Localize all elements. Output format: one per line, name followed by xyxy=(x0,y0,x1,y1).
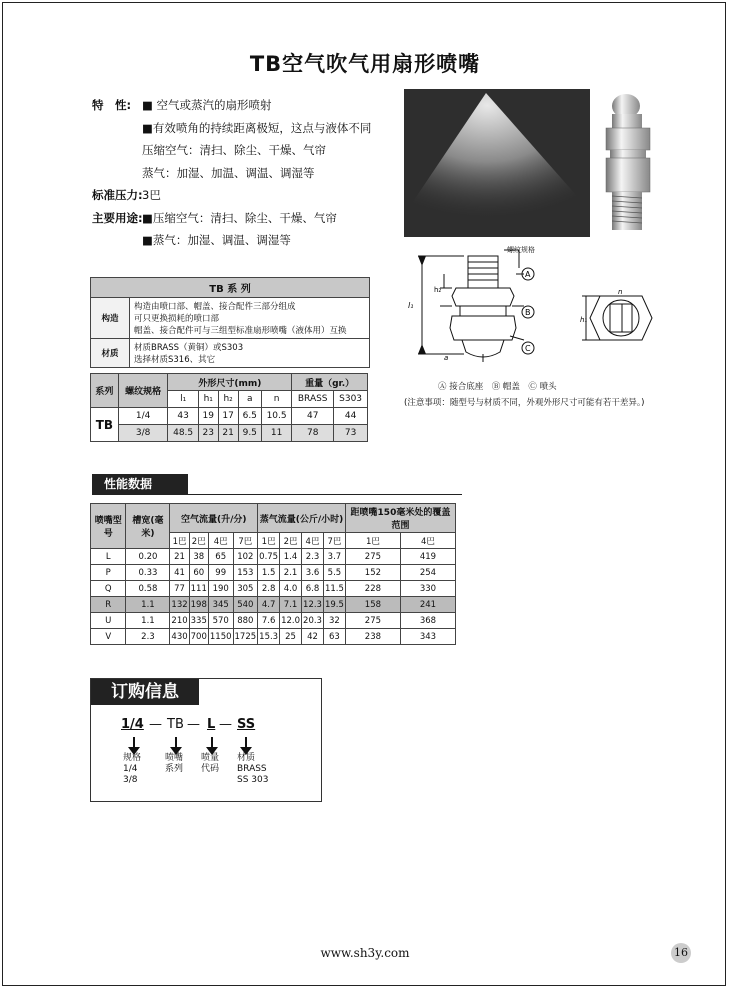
table-cell: V xyxy=(91,629,126,645)
dim-series-cell: TB xyxy=(91,408,119,442)
series-table-header: TB 系 列 xyxy=(91,278,370,298)
perf-sub: 1巴 xyxy=(170,533,189,549)
order-arrow xyxy=(133,737,135,749)
table-cell: 19 xyxy=(198,408,218,425)
order-arrow xyxy=(245,737,247,749)
table-cell: 880 xyxy=(233,613,258,629)
table-cell: 1725 xyxy=(233,629,258,645)
table-cell: 17 xyxy=(218,408,238,425)
perf-sub: 1巴 xyxy=(258,533,280,549)
table-cell: 158 xyxy=(345,597,400,613)
diagram-legend: Ⓐ 接合底座 Ⓑ 帽盖 Ⓒ 喷头 xyxy=(438,382,557,392)
perf-sub: 1巴 xyxy=(345,533,400,549)
table-cell: 198 xyxy=(189,597,208,613)
table-cell: 153 xyxy=(233,565,258,581)
order-info-box xyxy=(90,678,322,802)
table-cell: 152 xyxy=(345,565,400,581)
table-cell: 700 xyxy=(189,629,208,645)
table-cell: 190 xyxy=(208,581,233,597)
table-cell: 12.0 xyxy=(280,613,302,629)
table-cell: 0.58 xyxy=(126,581,170,597)
table-cell: 1.1 xyxy=(126,613,170,629)
dim-n: n xyxy=(618,288,623,296)
perf-sub: 4巴 xyxy=(302,533,324,549)
table-cell: 15.3 xyxy=(258,629,280,645)
table-cell: 368 xyxy=(400,613,455,629)
order-label-flow: 喷量 代码 xyxy=(201,753,220,774)
dimension-table xyxy=(90,373,368,442)
table-cell: 0.20 xyxy=(126,549,170,565)
table-cell: 419 xyxy=(400,549,455,565)
table-cell: 1150 xyxy=(208,629,233,645)
table-cell: 6.5 xyxy=(238,408,261,425)
table-cell: 73 xyxy=(334,425,368,442)
nozzle-side-diagram xyxy=(404,244,594,374)
table-cell: 19.5 xyxy=(323,597,345,613)
table-cell: P xyxy=(91,565,126,581)
table-cell: 32 xyxy=(323,613,345,629)
table-cell: 11 xyxy=(261,425,291,442)
table-cell: 2.3 xyxy=(126,629,170,645)
pressure-label: 标准压力: xyxy=(92,188,143,202)
dim-h-thread: 螺纹规格 xyxy=(118,374,168,408)
material-label: 材质 xyxy=(91,339,130,368)
table-cell: 47 xyxy=(292,408,334,425)
table-cell: 42 xyxy=(302,629,324,645)
performance-divider xyxy=(92,494,462,495)
table-row xyxy=(91,581,456,597)
perf-h-cover: 距喷嘴150毫米处的覆盖范围 xyxy=(345,504,455,533)
nozzle-end-diagram xyxy=(580,288,658,350)
order-dash: — xyxy=(219,717,232,732)
table-cell: 132 xyxy=(170,597,189,613)
table-cell: 77 xyxy=(170,581,189,597)
order-label-material: 材质 BRASS SS 303 xyxy=(237,753,269,785)
order-code-flow: L xyxy=(207,717,216,732)
table-cell: 275 xyxy=(345,549,400,565)
table-cell: 2.8 xyxy=(258,581,280,597)
order-code-material: SS xyxy=(237,717,256,732)
table-cell: 5.5 xyxy=(323,565,345,581)
table-cell: 343 xyxy=(400,629,455,645)
dim-sub: h₁ xyxy=(198,391,218,408)
order-label-size: 规格 1/4 3/8 xyxy=(123,753,142,785)
dim-sub: h₂ xyxy=(218,391,238,408)
pressure-value: 3巴 xyxy=(142,188,161,202)
table-cell: 23 xyxy=(198,425,218,442)
table-cell: 2.1 xyxy=(280,565,302,581)
table-cell: 38 xyxy=(189,549,208,565)
table-row xyxy=(91,613,456,629)
table-cell: 241 xyxy=(400,597,455,613)
order-heading: 订购信息 xyxy=(91,679,199,705)
table-cell: 3.7 xyxy=(323,549,345,565)
table-cell: 1.1 xyxy=(126,597,170,613)
table-cell: 430 xyxy=(170,629,189,645)
table-cell: 238 xyxy=(345,629,400,645)
table-cell: 11.5 xyxy=(323,581,345,597)
perf-sub: 2巴 xyxy=(189,533,208,549)
construct-text: 构造由喷口部、帽盖、接合配件三部分组成 可只更换损耗的喷口部 帽盖、接合配件可与三组型标准扇形喷嘴（液体用）互换 xyxy=(130,298,370,339)
perf-sub: 4巴 xyxy=(400,533,455,549)
feature-1: ■ 空气或蒸汽的扇形喷射 xyxy=(142,98,272,112)
perf-h-slot: 槽宽(毫米) xyxy=(126,504,170,549)
dim-h-dims: 外形尺寸(mm) xyxy=(168,374,292,391)
table-cell: 305 xyxy=(233,581,258,597)
table-cell: 41 xyxy=(170,565,189,581)
dim-h1: h₁ xyxy=(580,316,588,324)
perf-h-air: 空气流量(升/分) xyxy=(170,504,258,533)
table-cell: 65 xyxy=(208,549,233,565)
table-cell: 275 xyxy=(345,613,400,629)
table-cell: U xyxy=(91,613,126,629)
table-cell: 1.5 xyxy=(258,565,280,581)
table-cell: 210 xyxy=(170,613,189,629)
construct-label: 构造 xyxy=(91,298,130,339)
page-title: TB空气吹气用扇形喷嘴 xyxy=(249,52,481,76)
table-cell: R xyxy=(91,597,126,613)
perf-sub: 2巴 xyxy=(280,533,302,549)
table-cell: 43 xyxy=(168,408,198,425)
table-cell: 44 xyxy=(334,408,368,425)
usage-2: ■蒸气：加湿、调温、调湿等 xyxy=(142,233,291,247)
performance-heading: 性能数据 xyxy=(92,474,188,494)
table-row xyxy=(91,565,456,581)
order-dash: — xyxy=(149,717,162,732)
table-cell: 25 xyxy=(280,629,302,645)
performance-table xyxy=(90,503,456,645)
footer-url: www.sh3y.com xyxy=(320,946,410,960)
table-cell: 1/4 xyxy=(118,408,168,425)
usage-1: ■压缩空气：清扫、除尘、干燥、气帘 xyxy=(142,210,337,225)
table-cell: 7.1 xyxy=(280,597,302,613)
table-cell: 12.3 xyxy=(302,597,324,613)
dim-h-weight: 重量（gr.） xyxy=(292,374,368,391)
table-cell: 345 xyxy=(208,597,233,613)
table-cell: 330 xyxy=(400,581,455,597)
table-cell: 3/8 xyxy=(118,425,168,442)
perf-h-code: 喷嘴型号 xyxy=(91,504,126,549)
feature-4: 蒸气：加湿、加温、调温、调湿等 xyxy=(142,165,315,180)
table-cell: 10.5 xyxy=(261,408,291,425)
feature-label: 特 性: xyxy=(92,98,132,112)
table-cell: 6.8 xyxy=(302,581,324,597)
table-cell: 254 xyxy=(400,565,455,581)
table-cell: 1.4 xyxy=(280,549,302,565)
series-table xyxy=(90,277,370,368)
dim-sub: BRASS xyxy=(292,391,334,408)
dim-h-series: 系列 xyxy=(91,374,119,408)
page-number: 16 xyxy=(671,943,691,963)
table-cell: 4.0 xyxy=(280,581,302,597)
table-row xyxy=(91,597,456,613)
order-label-series: 喷嘴 系列 xyxy=(165,753,184,774)
table-cell: 228 xyxy=(345,581,400,597)
order-code-size: 1/4 xyxy=(121,717,144,732)
table-cell: L xyxy=(91,549,126,565)
table-cell: 48.5 xyxy=(168,425,198,442)
table-row xyxy=(91,549,456,565)
diagram-label-c: C xyxy=(525,344,531,353)
dim-sub: a xyxy=(238,391,261,408)
table-cell: 335 xyxy=(189,613,208,629)
table-cell: 99 xyxy=(208,565,233,581)
feature-3: 压缩空气：清扫、除尘、干燥、气帘 xyxy=(142,143,326,157)
perf-h-steam: 蒸气流量(公斤/小时) xyxy=(258,504,346,533)
table-cell: 78 xyxy=(292,425,334,442)
order-arrow xyxy=(211,737,213,749)
table-cell: 0.33 xyxy=(126,565,170,581)
table-cell: 63 xyxy=(323,629,345,645)
perf-sub: 7巴 xyxy=(233,533,258,549)
diagram-label-b: B xyxy=(525,308,531,317)
feature-2: ■有效喷角的持续距离极短，这点与液体不同 xyxy=(142,120,372,135)
diagram-label-a: A xyxy=(525,270,531,279)
order-dash: — xyxy=(187,717,200,732)
perf-sub: 7巴 xyxy=(323,533,345,549)
table-cell: 111 xyxy=(189,581,208,597)
table-cell: 4.7 xyxy=(258,597,280,613)
dim-sub: l₁ xyxy=(168,391,198,408)
table-cell: 60 xyxy=(189,565,208,581)
order-code-series: TB xyxy=(167,717,184,732)
dim-a: a xyxy=(444,354,449,362)
table-row xyxy=(91,629,456,645)
table-cell: 20.3 xyxy=(302,613,324,629)
table-cell: 570 xyxy=(208,613,233,629)
table-cell: 102 xyxy=(233,549,258,565)
table-cell: 540 xyxy=(233,597,258,613)
perf-sub: 4巴 xyxy=(208,533,233,549)
table-cell: 7.6 xyxy=(258,613,280,629)
features-block xyxy=(92,94,371,252)
order-arrow xyxy=(175,737,177,749)
usage-label: 主要用途: xyxy=(92,210,143,225)
dim-l1: l₁ xyxy=(408,301,414,310)
thread-label: 螺纹规格 xyxy=(507,246,535,254)
dim-sub: n xyxy=(261,391,291,408)
nozzle-photo xyxy=(594,92,666,234)
spray-photo xyxy=(404,89,590,237)
table-cell: 21 xyxy=(218,425,238,442)
table-cell: Q xyxy=(91,581,126,597)
diagram-note: (注意事项：随型号与材质不同，外观外形尺寸可能有若干差异。) xyxy=(404,398,645,408)
table-cell: 9.5 xyxy=(238,425,261,442)
dim-h2: h₂ xyxy=(434,286,442,294)
dim-sub: S303 xyxy=(334,391,368,408)
table-cell: 21 xyxy=(170,549,189,565)
table-cell: 3.6 xyxy=(302,565,324,581)
material-text: 材质BRASS（黄铜）或S303 选择材质S316、其它 xyxy=(130,339,370,368)
table-cell: 2.3 xyxy=(302,549,324,565)
table-cell: 0.75 xyxy=(258,549,280,565)
